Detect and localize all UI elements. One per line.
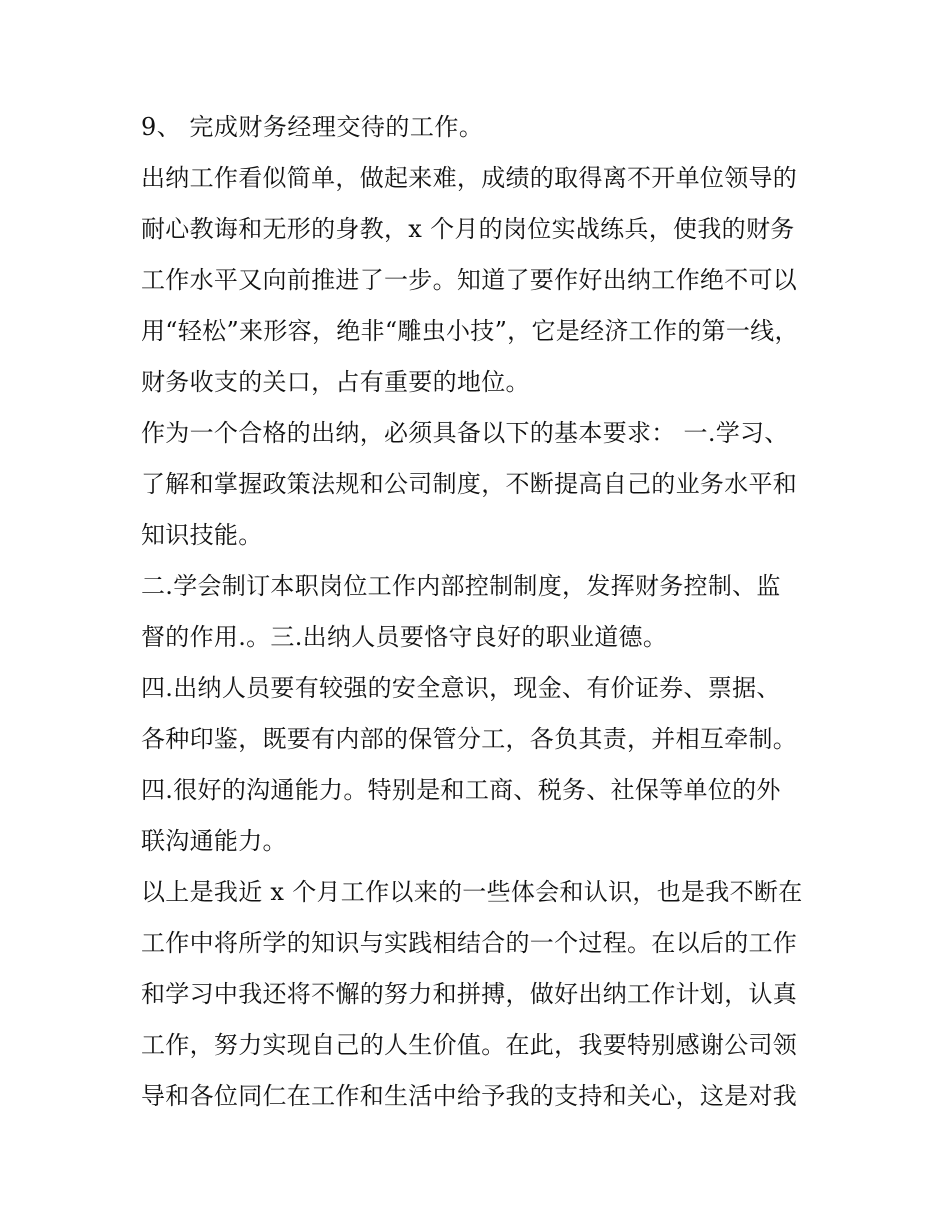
text-line: 二.学会制订本职岗位工作内部控制制度，发挥财务控制、监 bbox=[141, 572, 781, 600]
text-line: 用“轻松”来形容，绝非“雕虫小技”，它是经济工作的第一线， bbox=[141, 317, 799, 345]
text-line: 知识技能。 bbox=[141, 521, 263, 549]
text-line: 导和各位同仁在工作和生活中给予我的支持和关心，这是对我 bbox=[141, 1082, 798, 1110]
text-line: 出纳工作看似简单，做起来难，成绩的取得离不开单位领导的 bbox=[141, 164, 798, 192]
text-line: 耐心教诲和无形的身教，x 个月的岗位实战练兵，使我的财务 bbox=[141, 215, 795, 243]
text-line: 工作中将所学的知识与实践相结合的一个过程。在以后的工作 bbox=[141, 929, 798, 957]
text-line: 以上是我近 x 个月工作以来的一些体会和认识，也是我不断在 bbox=[141, 878, 803, 906]
text-line: 四.很好的沟通能力。特别是和工商、税务、社保等单位的外 bbox=[141, 776, 781, 804]
text-line: 作为一个合格的出纳，必须具备以下的基本要求： 一.学习、 bbox=[141, 419, 789, 447]
text-line: 了解和掌握政策法规和公司制度，不断提高自己的业务水平和 bbox=[141, 470, 798, 498]
text-line: 和学习中我还将不懈的努力和拼搏，做好出纳工作计划，认真 bbox=[141, 980, 798, 1008]
text-line: 9、 完成财务经理交待的工作。 bbox=[141, 113, 484, 141]
text-line: 联沟通能力。 bbox=[141, 827, 287, 855]
text-line: 财务收支的关口，占有重要的地位。 bbox=[141, 368, 530, 396]
text-line: 四.出纳人员要有较强的安全意识，现金、有价证券、票据、 bbox=[141, 674, 781, 702]
text-line: 督的作用.。三.出纳人员要恪守良好的职业道德。 bbox=[141, 623, 668, 651]
text-line: 工作，努力实现自己的人生价值。在此，我要特别感谢公司领 bbox=[141, 1031, 798, 1059]
document-body bbox=[141, 102, 821, 1122]
text-line: 工作水平又向前推进了一步。知道了要作好出纳工作绝不可以 bbox=[141, 266, 798, 294]
text-line: 各种印鉴，既要有内部的保管分工，各负其责，并相互牵制。 bbox=[141, 725, 798, 753]
